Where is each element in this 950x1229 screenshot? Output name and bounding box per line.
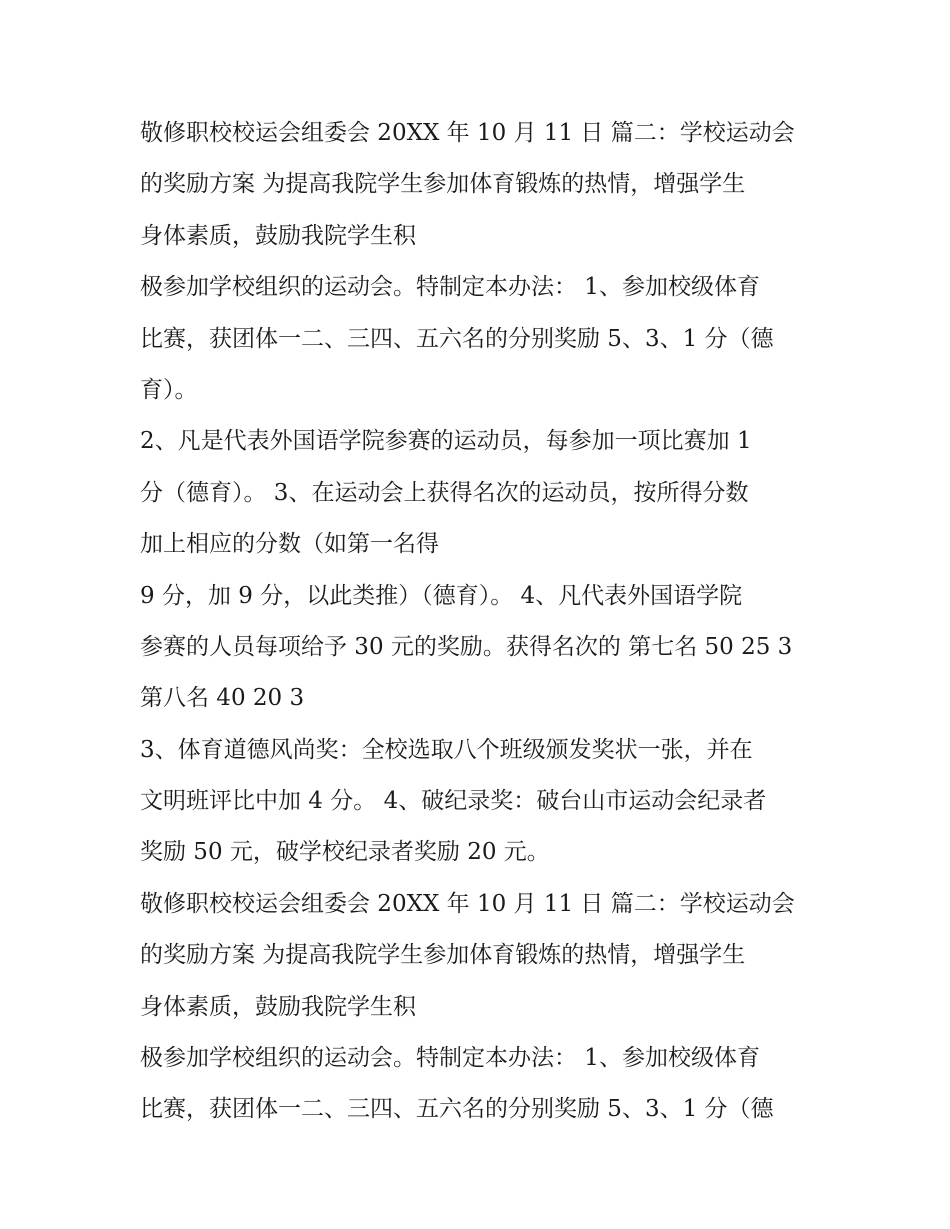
text-line: 身体素质，鼓励我院学生积 (140, 993, 416, 1020)
text-line: 参赛的人员每项给予 30 元的奖励。获得名次的 第七名 50 25 3 (140, 633, 793, 660)
text-line: 敬修职校校运会组委会 20XX 年 10 月 11 日 篇二：学校运动会 (140, 890, 795, 917)
text-line: 9 分，加 9 分，以此类推）（德育）。 4、凡代表外国语学院 (140, 582, 743, 609)
text-line: 育）。 (140, 376, 198, 403)
text-line: 比赛，获团体一二、三四、五六名的分别奖励 5、3、1 分（德 (140, 325, 774, 352)
text-line: 第八名 40 20 3 (140, 685, 305, 712)
document-body (140, 108, 820, 1136)
text-line: 加上相应的分数（如第一名得 (140, 531, 439, 558)
text-line: 敬修职校校运会组委会 20XX 年 10 月 11 日 篇二：学校运动会 (140, 120, 795, 146)
text-line: 2、凡是代表外国语学院参赛的运动员，每参加一项比赛加 1 (140, 428, 752, 455)
text-line: 分（德育）。 3、在运动会上获得名次的运动员，按所得分数 (140, 479, 749, 506)
text-line: 3、体育道德风尚奖：全校选取八个班级颁发奖状一张，并在 (140, 736, 753, 763)
text-line: 身体素质，鼓励我院学生积 (140, 222, 416, 249)
text-line: 的奖励方案 为提高我院学生参加体育锻炼的热情，增强学生 (140, 171, 746, 198)
text-line: 文明班评比中加 4 分。 4、破纪录奖：破台山市运动会纪录者 (140, 788, 767, 815)
text-line: 的奖励方案 为提高我院学生参加体育锻炼的热情，增强学生 (140, 942, 746, 969)
text-line: 奖励 50 元，破学校纪录者奖励 20 元。 (140, 839, 550, 866)
text-line: 极参加学校组织的运动会。特制定本办法： 1、参加校级体育 (140, 274, 760, 301)
text-line: 比赛，获团体一二、三四、五六名的分别奖励 5、3、1 分（德 (140, 1096, 774, 1123)
text-line: 极参加学校组织的运动会。特制定本办法： 1、参加校级体育 (140, 1045, 760, 1072)
